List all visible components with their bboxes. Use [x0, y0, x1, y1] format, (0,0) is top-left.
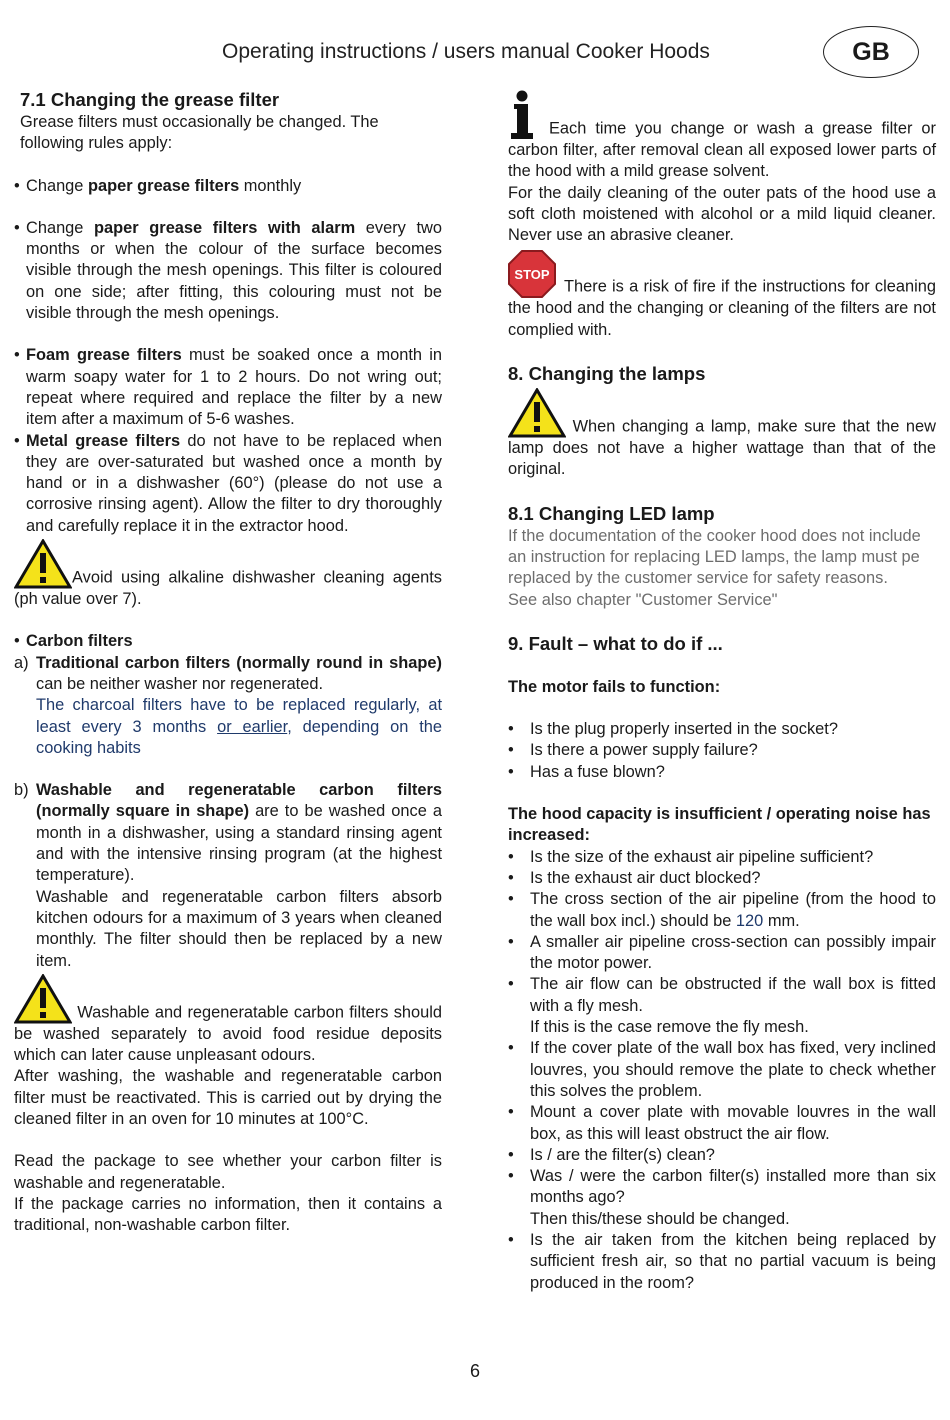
- warning-alkaline: Avoid using alkaline dishwasher cleaning agents (ph value over 7).: [14, 539, 442, 610]
- capacity-heading: The hood capacity is insufficient / operating noise has increased:: [508, 805, 931, 845]
- reactivation-text: After washing, the washable and regeneratable carbon filter must be reactivated. This is carried out by drying the cleaned filter in an oven for 10 minutes at 100°C.: [14, 1067, 442, 1128]
- motor-checklist: [508, 719, 936, 783]
- list-item: • Is the size of the exhaust air pipeline sufficient?: [508, 847, 874, 866]
- list-item: • Is there a power supply failure?: [508, 741, 758, 760]
- list-item: • Has a fuse blown?: [508, 762, 665, 781]
- list-item: • A smaller air pipeline cross-section can possibly impair the motor power.: [508, 932, 936, 973]
- item-traditional-carbon: a) Traditional carbon filters (normally round in shape) can be neither washer nor regenerated. The charcoal filters have to be replaced regularly, at least every 3 months or earlier, depending on the cooking habits: [14, 653, 442, 757]
- daily-cleaning-text: For the daily cleaning of the outer pats of the hood use a soft cloth moistened with alcohol or a mild liquid cleaner. Never use an abrasive cleaner.: [508, 183, 936, 245]
- section-heading-led: 8.1 Changing LED lamp: [508, 502, 715, 524]
- list-item: • Is the air taken from the kitchen being replaced by sufficient fresh air, so that no partial vacuum is being produced in the room?: [508, 1230, 936, 1292]
- motor-heading: The motor fails to function:: [508, 677, 721, 696]
- list-item: • Is the exhaust air duct blocked?: [508, 868, 761, 887]
- bullet-metal-filter: • Metal grease filters do not have to be replaced when they are over-saturated but washed once a month by hand or in a dishwasher (60°) (please do not use a corrosive rinsing agent). Allow the filter to dry thoroughly and carefully replace it in the extractor hood.: [14, 431, 442, 535]
- section-heading-fault: 9. Fault – what to do if ...: [508, 632, 723, 654]
- page-number: 6: [469, 1361, 480, 1381]
- left-column: [14, 88, 442, 1236]
- bullet-paper-filter: • Change paper grease filters monthly: [14, 176, 302, 195]
- stop-sign-icon: [508, 250, 556, 298]
- bullet-paper-filter-alarm: • Change paper grease filters with alarm every two months or when the colour of the surface becomes visible through the mesh openings. This filter is coloured on one side; after fitting, this colouring must not be visible through the mesh openings.: [14, 218, 442, 323]
- item-washable-carbon: b) Washable and regeneratable carbon filters (normally square in shape) are to be washed once a month in a dishwasher, using a standard rinsing agent and with the intensive rinsing program (at the highest temperature).: [14, 781, 442, 885]
- info-note: Each time you change or wash a grease filter or carbon filter, after removal clean all exposed lower parts of the hood with a mild grease solvent.: [508, 90, 936, 183]
- header-title: Operating instructions / users manual Cooker Hoods: [222, 40, 710, 63]
- list-item: • The air flow can be obstructed if the wall box is fitted with a fly mesh. If this is the case remove the fly mesh.: [508, 975, 936, 1037]
- capacity-checklist: [508, 847, 936, 1294]
- washable-carbon-para: Washable and regeneratable carbon filters absorb kitchen odours for a maximum of 3 years when cleaned monthly. The filter should then be replaced by a new item.: [36, 887, 442, 970]
- svg-text:STOP: STOP: [514, 267, 550, 283]
- warning-icon: [14, 539, 72, 589]
- list-item: • Is the plug properly inserted in the socket?: [508, 720, 838, 739]
- carbon-filters-heading: • Carbon filters: [14, 632, 133, 651]
- warning-separate-wash: Washable and regeneratable carbon filters should be washed separately to avoid food residue deposits which can later cause unpleasant odours.: [14, 974, 442, 1067]
- led-see-also: See also chapter "Customer Service": [508, 590, 778, 609]
- right-column: [508, 90, 936, 1294]
- bullet-foam-filter: • Foam grease filters must be soaked once a month in warm soapy water for 1 to 2 hours. Do not wring out; repeat where required and replace the filter by a new item after a maximum of 5-6 washes.: [14, 346, 443, 429]
- led-text: If the documentation of the cooker hood does not include an instruction for replacing LED lamps, the lamp must pe replaced by the customer service for safety reasons.: [508, 526, 921, 588]
- list-item: • Is / are the filter(s) clean?: [508, 1145, 715, 1164]
- lamp-warning: When changing a lamp, make sure that the new lamp does not have a higher wattage than that of the original.: [508, 388, 936, 481]
- language-badge: GB: [823, 26, 919, 78]
- info-icon: [508, 90, 536, 140]
- intro-text: Grease filters must occasionally be changed. The following rules apply:: [20, 113, 379, 153]
- no-info-text: If the package carries no information, then it contains a traditional, non-washable carbon filter.: [14, 1194, 442, 1235]
- list-item: • Was / were the carbon filter(s) installed more than six months ago? Then this/these should be changed.: [508, 1167, 936, 1228]
- section-heading-grease-filter: 7.1 Changing the grease filter: [20, 89, 280, 110]
- list-item: • The cross section of the air pipeline (from the hood to the wall box incl.) should be 120 mm.: [508, 890, 936, 930]
- stop-warning: STOP There is a risk of fire if the instructions for cleaning the hood and the changing or cleaning of the filters are not complied with.: [508, 250, 936, 341]
- list-item: • Mount a cover plate with movable louvres in the wall box, as this will least obstruct the air flow.: [508, 1103, 936, 1143]
- warning-icon: [508, 388, 566, 438]
- read-package-text: Read the package to see whether your carbon filter is washable and regeneratable.: [14, 1152, 442, 1192]
- list-item: • If the cover plate of the wall box has fixed, very inclined louvres, you should remove the plate to check whether this solves the problem.: [508, 1039, 936, 1100]
- warning-icon: [14, 974, 72, 1024]
- section-heading-lamps: 8. Changing the lamps: [508, 363, 706, 385]
